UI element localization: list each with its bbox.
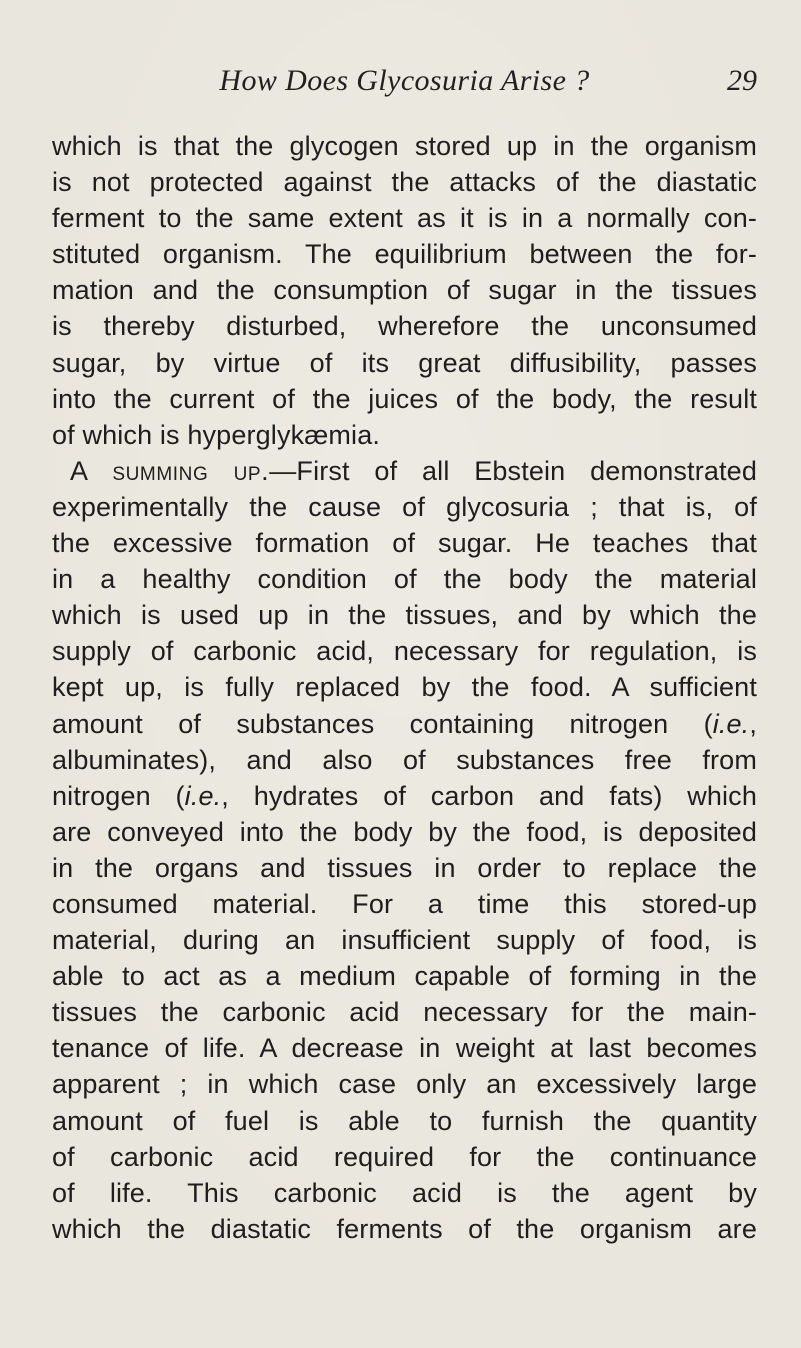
text-line: kept up, is fully replaced by the food. A sufficient	[52, 672, 757, 703]
text-line: able to act as a medium capable of forming in the	[52, 961, 757, 992]
italic-abbreviation: i.e.	[712, 708, 750, 739]
page-number: 29	[727, 64, 757, 97]
text-line	[52, 778, 757, 814]
italic-abbreviation: i.e.	[184, 780, 222, 811]
text-line: mation and the consumption of sugar in the tissues	[52, 275, 757, 306]
running-head: How Does Glycosuria Arise ?	[219, 64, 590, 97]
text-run: —First of all Ebstein demonstrated	[269, 455, 758, 486]
text-line: tenance of life. A decrease in weight at last becomes	[52, 1033, 757, 1064]
text-run: , hydrates of carbon and fats) which	[221, 780, 757, 811]
text-line: which the diastatic ferments of the organism are	[52, 1213, 757, 1244]
text-line	[52, 706, 757, 742]
text-line: experimentally the cause of glycosuria ; that is, of	[52, 491, 757, 522]
text-line: in the organs and tissues in order to replace the	[52, 852, 757, 883]
text-line: consumed material. For a time this stored-up	[52, 888, 757, 919]
text-line: tissues the carbonic acid necessary for the main-	[52, 997, 757, 1028]
text-line: which is used up in the tissues, and by which the	[52, 600, 757, 631]
page-header	[52, 64, 757, 108]
paragraph-continuation	[52, 128, 757, 453]
text-line: amount of fuel is able to furnish the quantity	[52, 1105, 757, 1136]
text-line: which is that the glycogen stored up in the organism	[52, 131, 757, 161]
text-line: the excessive formation of sugar. He teaches that	[52, 528, 757, 559]
text-line: ferment to the same extent as it is in a normally con-	[52, 203, 757, 234]
text-run: amount of substances containing nitrogen (	[52, 708, 713, 739]
text-line: sugar, by virtue of its great diffusibility, passes	[52, 347, 757, 378]
text-run: nitrogen (	[52, 780, 185, 811]
text-line: albuminates), and also of substances free from	[52, 744, 757, 775]
text-line: supply of carbonic acid, necessary for regulation, is	[52, 636, 757, 667]
text-line	[52, 453, 757, 489]
text-line: of carbonic acid required for the continuance	[52, 1141, 757, 1172]
text-line: of which is hyperglykæmia.	[52, 419, 381, 450]
text-line: into the current of the juices of the body, the result	[52, 383, 757, 414]
text-line: material, during an insufficient supply of food, is	[52, 925, 757, 956]
paragraph-summing-up	[52, 453, 757, 1247]
text-line: are conveyed into the body by the food, is deposited	[52, 816, 757, 847]
text-line: in a healthy condition of the body the material	[52, 564, 757, 595]
text-line: is not protected against the attacks of the diastatic	[52, 167, 757, 198]
text-line: is thereby disturbed, wherefore the unconsumed	[52, 311, 757, 342]
text-line: of life. This carbonic acid is the agent by	[52, 1177, 757, 1208]
body-text	[52, 128, 757, 1247]
text-line: stituted organism. The equilibrium between the for-	[52, 239, 757, 270]
section-heading: A summing up.	[70, 455, 270, 486]
text-run: ,	[749, 708, 757, 739]
text-line: apparent ; in which case only an excessively large	[52, 1069, 757, 1100]
